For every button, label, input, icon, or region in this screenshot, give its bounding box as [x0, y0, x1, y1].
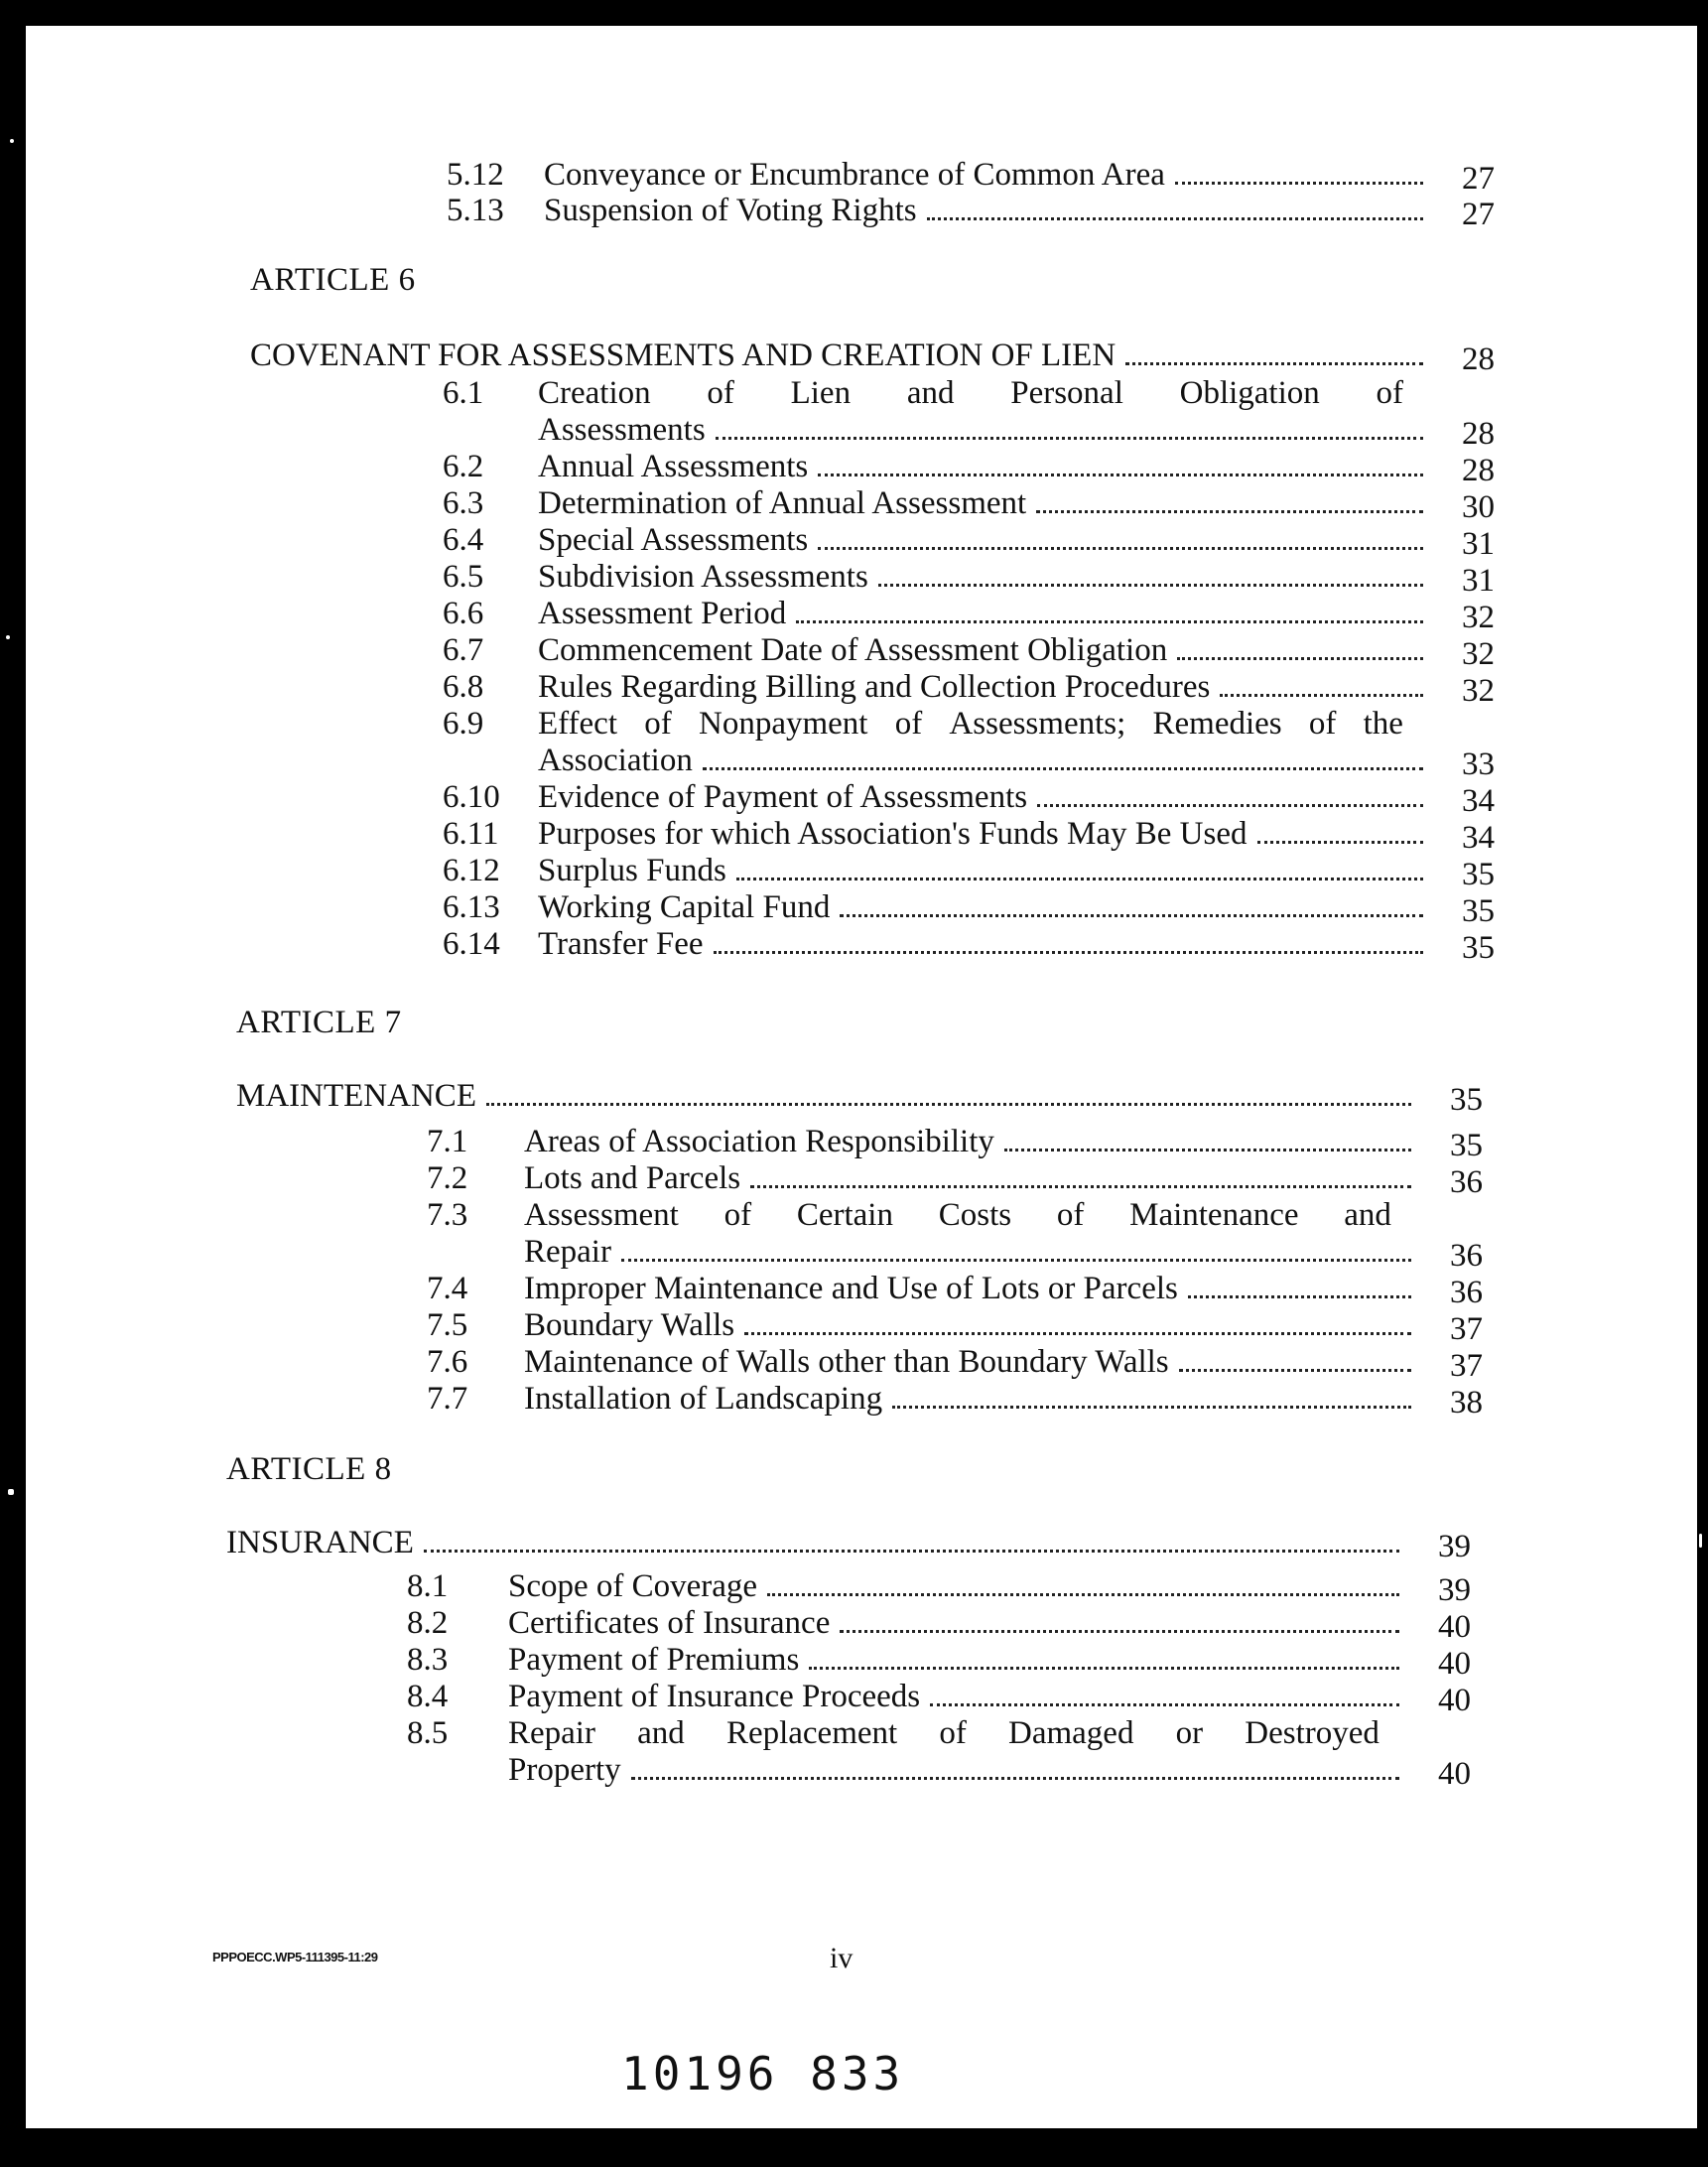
entry-title: Commencement Date of Assessment Obligation — [538, 632, 1168, 668]
toc-entry-link[interactable] — [538, 889, 1433, 925]
entry-page-number: 40 — [1438, 1646, 1471, 1682]
entry-number: 6.14 — [443, 926, 500, 962]
entry-page-number: 37 — [1450, 1311, 1483, 1347]
scan-speck — [6, 635, 10, 639]
entry-number: 7.6 — [427, 1344, 468, 1380]
scan-speck — [1699, 1534, 1702, 1548]
entry-title: Lots and Parcels — [524, 1160, 741, 1196]
toc-entry-link[interactable] — [538, 522, 1433, 558]
dot-leader — [927, 217, 1423, 220]
entry-number: 6.5 — [443, 559, 484, 595]
entry-title-line: Creation of Lien and Personal Obligation of — [538, 375, 1403, 411]
article-heading-link[interactable] — [250, 338, 1433, 373]
entry-page-number: 32 — [1462, 673, 1495, 709]
entry-page-number: 32 — [1462, 636, 1495, 672]
entry-page-number: 30 — [1462, 489, 1495, 525]
toc-entry-link[interactable] — [524, 1307, 1421, 1343]
entry-title: Rules Regarding Billing and Collection Procedures — [538, 669, 1211, 705]
scan-speck — [8, 1489, 14, 1495]
entry-number: 8.3 — [407, 1642, 449, 1678]
toc-entry-link[interactable] — [508, 1642, 1409, 1678]
dot-leader — [892, 1406, 1411, 1409]
entry-number: 7.7 — [427, 1381, 468, 1417]
entry-title: Property — [508, 1752, 621, 1788]
entry-title: Payment of Insurance Proceeds — [508, 1679, 921, 1714]
dot-leader — [930, 1703, 1399, 1706]
article-heading-link[interactable] — [226, 1525, 1409, 1560]
entry-title: Determination of Annual Assessment — [538, 485, 1027, 521]
article-label: ARTICLE 6 — [250, 262, 416, 298]
page-number: iv — [830, 1942, 854, 1974]
dot-leader — [840, 914, 1423, 917]
entry-title: Payment of Premiums — [508, 1642, 800, 1678]
toc-entry-link[interactable] — [524, 1344, 1421, 1380]
toc-entry-link[interactable] — [538, 632, 1433, 668]
entry-number: 8.5 — [407, 1715, 449, 1751]
entry-title: Repair — [524, 1234, 611, 1270]
dot-leader — [714, 951, 1424, 954]
toc-entry-link[interactable] — [538, 559, 1433, 595]
entry-title: Special Assessments — [538, 522, 809, 558]
dot-leader — [716, 437, 1423, 440]
entry-title: Purposes for which Association's Funds May Be Used — [538, 816, 1248, 852]
entry-number: 8.4 — [407, 1679, 449, 1714]
dot-leader — [1177, 657, 1423, 660]
entry-number: 7.2 — [427, 1160, 468, 1196]
toc-entry-link[interactable] — [524, 1271, 1421, 1306]
article-label: ARTICLE 8 — [226, 1451, 392, 1487]
entry-page-number: 40 — [1438, 1609, 1471, 1645]
heading-page-number: 35 — [1450, 1082, 1483, 1118]
dot-leader — [744, 1332, 1411, 1335]
entry-page-number: 28 — [1462, 416, 1495, 452]
dot-leader — [1125, 362, 1423, 365]
entry-title: Installation of Landscaping — [524, 1381, 883, 1417]
entry-number: 6.4 — [443, 522, 484, 558]
dot-leader — [1036, 510, 1423, 513]
heading-page-number: 28 — [1462, 341, 1495, 377]
dot-leader — [631, 1777, 1399, 1780]
entry-page-number: 38 — [1450, 1385, 1483, 1421]
entry-page-number: 32 — [1462, 600, 1495, 635]
toc-entry-link[interactable] — [524, 1234, 1421, 1270]
entry-page-number: 36 — [1450, 1164, 1483, 1200]
toc-entry-link[interactable] — [538, 485, 1433, 521]
entry-number: 6.3 — [443, 485, 484, 521]
dot-leader — [703, 767, 1423, 770]
entry-title: Scope of Coverage — [508, 1568, 758, 1604]
entry-number: 6.6 — [443, 596, 484, 631]
article-heading: INSURANCE — [226, 1525, 414, 1560]
document-page — [26, 26, 1697, 2128]
dot-leader — [1188, 1295, 1411, 1298]
toc-entry-link[interactable] — [524, 1124, 1421, 1159]
dot-leader — [1179, 1369, 1411, 1372]
toc-entry-link[interactable] — [538, 926, 1433, 962]
entry-number: 6.7 — [443, 632, 484, 668]
document-code: PPPOECC.WP5-111395-11:29 — [212, 1950, 378, 1964]
dot-leader — [878, 584, 1423, 587]
entry-title: Transfer Fee — [538, 926, 704, 962]
toc-entry-link[interactable] — [538, 596, 1433, 631]
toc-entry-link[interactable] — [538, 743, 1433, 778]
entry-title: Working Capital Fund — [538, 889, 831, 925]
entry-number: 7.1 — [427, 1124, 468, 1159]
toc-entry-link[interactable] — [508, 1752, 1409, 1788]
entry-page-number: 40 — [1438, 1756, 1471, 1792]
entry-page-number: 37 — [1450, 1348, 1483, 1384]
toc-entry-link[interactable] — [538, 669, 1433, 705]
entry-number: 6.11 — [443, 816, 499, 852]
entry-number: 7.4 — [427, 1271, 468, 1306]
toc-entry-link[interactable] — [538, 779, 1433, 815]
toc-entry-link[interactable] — [538, 816, 1433, 852]
entry-number: 7.3 — [427, 1197, 468, 1233]
toc-entry-link[interactable] — [538, 412, 1433, 448]
dot-leader — [840, 1630, 1399, 1633]
article-heading: COVENANT FOR ASSESSMENTS AND CREATION OF LIEN — [250, 338, 1117, 373]
article-heading-link[interactable] — [236, 1078, 1421, 1114]
article-label: ARTICLE 7 — [236, 1005, 402, 1040]
dot-leader — [1037, 804, 1423, 807]
entry-title: Boundary Walls — [524, 1307, 735, 1343]
toc-entry-link[interactable] — [538, 449, 1433, 484]
dot-leader — [818, 547, 1423, 550]
entry-title-line: Effect of Nonpayment of Assessments; Remedies of the — [538, 706, 1403, 742]
entry-page-number: 27 — [1462, 161, 1495, 197]
entry-page-number: 27 — [1462, 197, 1495, 232]
toc-entry-link[interactable] — [508, 1679, 1409, 1714]
dot-leader — [767, 1593, 1399, 1596]
toc-entry-link[interactable] — [524, 1381, 1421, 1417]
dot-leader — [818, 474, 1423, 476]
entry-title: Improper Maintenance and Use of Lots or Parcels — [524, 1271, 1178, 1306]
scan-speck — [10, 139, 14, 143]
entry-title: Association — [538, 743, 693, 778]
dot-leader — [1175, 182, 1423, 185]
entry-title: Assessment Period — [538, 596, 787, 631]
dot-leader — [750, 1185, 1411, 1188]
entry-page-number: 31 — [1462, 563, 1495, 599]
dot-leader — [424, 1550, 1399, 1553]
dot-leader — [796, 620, 1423, 623]
entry-title: Evidence of Payment of Assessments — [538, 779, 1028, 815]
entry-page-number: 34 — [1462, 783, 1495, 819]
dot-leader — [736, 878, 1423, 880]
entry-page-number: 35 — [1450, 1128, 1483, 1163]
entry-page-number: 35 — [1462, 893, 1495, 929]
entry-number: 6.2 — [443, 449, 484, 484]
entry-title: Suspension of Voting Rights — [544, 193, 917, 228]
entry-title: Annual Assessments — [538, 449, 809, 484]
toc-entry-link[interactable] — [538, 853, 1433, 888]
dot-leader — [486, 1103, 1411, 1106]
toc-entry-link[interactable] — [508, 1568, 1409, 1604]
dot-leader — [1004, 1149, 1411, 1151]
entry-title-line: Repair and Replacement of Damaged or Destroyed — [508, 1715, 1380, 1751]
entry-title: Certificates of Insurance — [508, 1605, 831, 1641]
entry-page-number: 35 — [1462, 930, 1495, 966]
article-heading: MAINTENANCE — [236, 1078, 476, 1114]
entry-number: 6.12 — [443, 853, 500, 888]
entry-title: Subdivision Assessments — [538, 559, 868, 595]
entry-page-number: 31 — [1462, 526, 1495, 562]
entry-page-number: 36 — [1450, 1238, 1483, 1274]
document-stamp: 10196 833 — [621, 2047, 905, 2100]
entry-title-line: Assessment of Certain Costs of Maintenance and — [524, 1197, 1391, 1233]
entry-number: 6.9 — [443, 706, 484, 742]
entry-number: 8.1 — [407, 1568, 449, 1604]
entry-number: 8.2 — [407, 1605, 449, 1641]
entry-page-number: 39 — [1438, 1572, 1471, 1608]
dot-leader — [1220, 694, 1423, 697]
dot-leader — [809, 1667, 1399, 1670]
toc-entry-link[interactable] — [508, 1605, 1409, 1641]
entry-title: Maintenance of Walls other than Boundary Walls — [524, 1344, 1169, 1380]
dot-leader — [1257, 841, 1424, 844]
entry-number: 6.10 — [443, 779, 500, 815]
entry-page-number: 34 — [1462, 820, 1495, 856]
toc-entry-link[interactable] — [544, 157, 1433, 193]
entry-page-number: 40 — [1438, 1683, 1471, 1718]
entry-title: Conveyance or Encumbrance of Common Area — [544, 157, 1165, 193]
entry-number: 6.13 — [443, 889, 500, 925]
entry-title: Surplus Funds — [538, 853, 726, 888]
entry-page-number: 36 — [1450, 1275, 1483, 1310]
entry-title: Areas of Association Responsibility — [524, 1124, 994, 1159]
toc-entry-link[interactable] — [524, 1160, 1421, 1196]
entry-page-number: 28 — [1462, 453, 1495, 488]
entry-number: 5.13 — [447, 193, 504, 228]
entry-number: 6.1 — [443, 375, 484, 411]
entry-title: Assessments — [538, 412, 706, 448]
entry-number: 7.5 — [427, 1307, 468, 1343]
entry-page-number: 33 — [1462, 746, 1495, 782]
entry-number: 6.8 — [443, 669, 484, 705]
entry-number: 5.12 — [447, 157, 504, 193]
entry-page-number: 35 — [1462, 857, 1495, 892]
dot-leader — [621, 1259, 1411, 1262]
toc-entry-link[interactable] — [544, 193, 1433, 228]
heading-page-number: 39 — [1438, 1529, 1471, 1564]
